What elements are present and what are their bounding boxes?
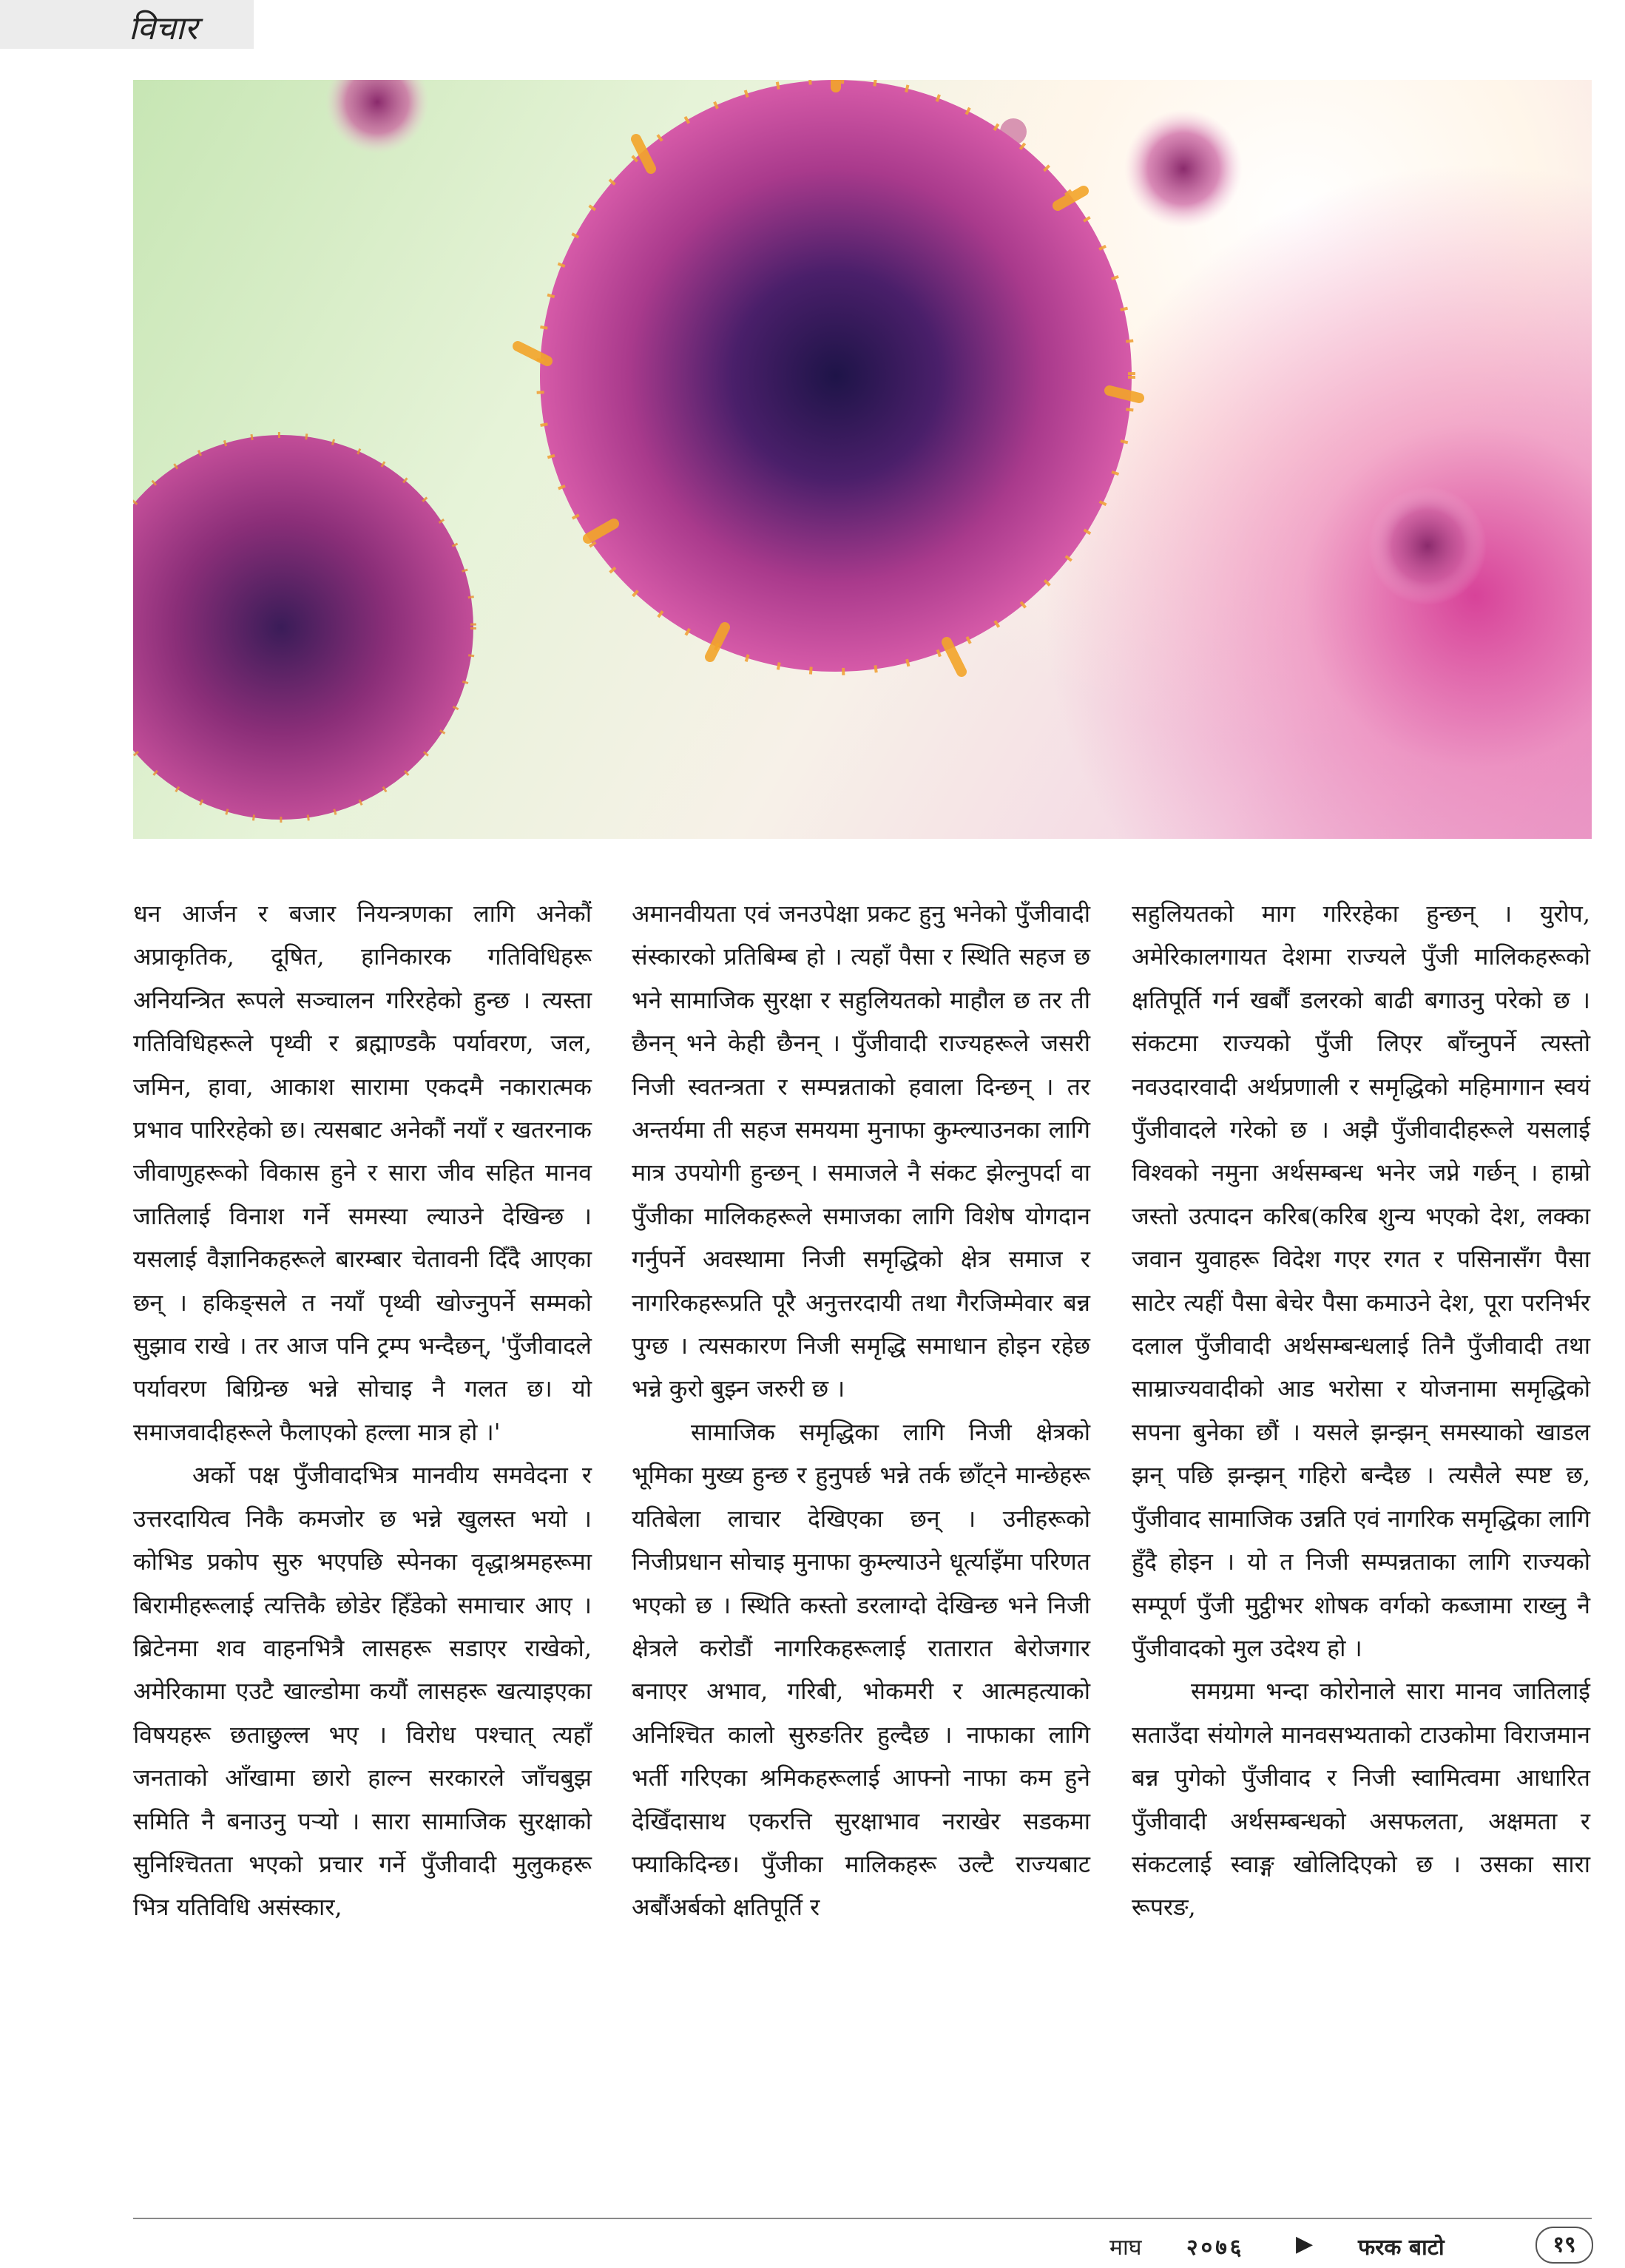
paragraph: सामाजिक समृद्धिका लागि निजी क्षेत्रको भूमिका मुख्य हुन्छ र हुनुपर्छ भन्ने तर्क छाँट्ने मान्छेहरू यतिबेला लाचार देखिएका छन् । उनीहरूको निजीप्रधान सोचाइ मुनाफा कुम्ल्याउने धूर्त्याइँमा परिणत भएको छ । स्थिति कस्तो डरलाग्दो देखिन्छ भने निजी क्षेत्रले करोडौं नागरिकहरूलाई रातारात बेरोजगार बनाएर अभाव, गरिबी, भोकमरी र आत्महत्याको अनिश्चित कालो सुरुङतिर हुल्दैछ । नाफाका लागि भर्ती गरिएका श्रमिकहरूलाई आफ्नो नाफा कम हुने देखिँदासाथ एकरत्ति सुरक्षाभाव नराखेर सडकमा फ्याकिदिन्छ। पुँजीका मालिकहरू उल्टै राज्यबाट अर्बौंअर्बको क्षतिपूर्ति र (632, 1417, 1090, 1922)
page-number: १९ (1536, 2227, 1593, 2264)
column-1 (133, 892, 592, 1929)
paragraph: समग्रमा भन्दा कोरोनाले सारा मानव जातिलाई सताउँदा संयोगले मानवसभ्यताको टाउकोमा विराजमान बन्न पुगेको पुँजीवाद र निजी स्वामित्वमा आधारित पुँजीवादी अर्थसम्बन्धको असफलता, अक्षमता र संकटलाई स्वाङ्ग खोलिदिएको छ । उसका सारा रूपरङ, (1132, 1677, 1590, 1922)
arrow-icon: ▶ (1296, 2231, 1314, 2257)
publication-name: फरक बाटो (1358, 2235, 1445, 2261)
virus-illustration-icon (133, 80, 1592, 839)
paragraph: अमानवीयता एवं जनउपेक्षा प्रकट हुनु भनेको पुँजीवादी संस्कारको प्रतिबिम्ब हो । त्यहाँ पैसा र स्थिति सहज छ भने सामाजिक सुरक्षा र सहुलियतको माहौल छ तर ती छैनन् भने केही छैनन् । पुँजीवादी राज्यहरूले जसरी निजी स्वतन्त्रता र सम्पन्नताको हवाला दिन्छन् । तर अन्तर्यमा ती सहज समयमा मुनाफा कुम्ल्याउनका लागि मात्र उपयोगी हुन्छन् । समाजले नै संकट झेल्नुपर्दा वा पुँजीका मालिकहरूले समाजका लागि विशेष योगदान गर्नुपर्ने अवस्थामा निजी समृद्धिको क्षेत्र समाज र नागरिकहरूप्रति पूरै अनुत्तरदायी तथा गैरजिम्मेवार बन्न पुग्छ । त्यसकारण निजी समृद्धि समाधान होइन रहेछ भन्ने कुरो बुझ्न जरुरी छ । (632, 900, 1090, 1403)
page-footer (1109, 2227, 1598, 2264)
footer-divider (133, 2218, 1592, 2219)
hero-image (133, 80, 1592, 839)
section-label: विचार (129, 10, 198, 47)
column-3 (1132, 892, 1590, 1929)
paragraph: अर्को पक्ष पुँजीवादभित्र मानवीय समवेदना र उत्तरदायित्व निकै कमजोर छ भन्ने खुलस्त भयो । कोभिड प्रकोप सुरु भएपछि स्पेनका वृद्धाश्रमहरूमा बिरामीहरूलाई त्यत्तिकै छोडेर हिँडेको समाचार आए । ब्रिटेनमा शव वाहनभित्रै लासहरू सडाएर राखेको, अमेरिकामा एउटै खाल्डोमा कयौं लासहरू खत्याइएका विषयहरू छताछुल्ल भए । विरोध पश्चात् त्यहाँ जनताको आँखामा छारो हाल्न सरकारले जाँचबुझ समिति नै बनाउनु पऱ्यो । सारा सामाजिक सुरक्षाको सुनिश्चितता भएको प्रचार गर्ने पुँजीवादी मुलुकहरू भित्र यतिविधि असंस्कार, (133, 1461, 592, 1922)
column-2 (632, 892, 1090, 1929)
footer-month: माघ (1109, 2235, 1142, 2261)
section-tag (0, 0, 254, 49)
footer-year: २०७६ (1186, 2235, 1245, 2261)
article-body (133, 892, 1592, 2068)
paragraph: धन आर्जन र बजार नियन्त्रणका लागि अनेकौं अप्राकृतिक, दूषित, हानिकारक गतिविधिहरू अनियन्त्रित रूपले सञ्चालन गरिरहेको हुन्छ । त्यस्ता गतिविधिहरूले पृथ्वी र ब्रह्माण्डकै पर्यावरण, जल, जमिन, हावा, आकाश सारामा एकदमै नकारात्मक प्रभाव पारिरहेको छ। त्यसबाट अनेकौं नयाँ र खतरनाक जीवाणुहरूको विकास हुने र सारा जीव सहित मानव जातिलाई विनाश गर्ने समस्या ल्याउने देखिन्छ । यसलाई वैज्ञानिकहरूले बारम्बार चेतावनी दिँदै आएका छन् । हकिङ्सले त नयाँ पृथ्वी खोज्नुपर्ने सम्मको सुझाव राखे । तर आज पनि ट्रम्प भन्दैछन्, 'पुँजीवादले पर्यावरण बिग्रिन्छ भन्ने सोचाइ नै गलत छ। यो समाजवादीहरूले फैलाएको हल्ला मात्र हो ।' (133, 900, 592, 1446)
paragraph: सहुलियतको माग गरिरहेका हुन्छन् । युरोप, अमेरिकालगायत देशमा राज्यले पुँजी मालिकहरूको क्षतिपूर्ति गर्न खर्बौं डलरको बाढी बगाउनु परेको छ । संकटमा राज्यको पुँजी लिएर बाँच्नुपर्ने त्यस्तो नवउदारवादी अर्थप्रणाली र समृद्धिको महिमागान स्वयं पुँजीवादले गरेको छ । अझै पुँजीवादीहरूले यसलाई विश्वको नमुना अर्थसम्बन्ध भनेर जप्ने गर्छन् । हाम्रो जस्तो उत्पादन करिब(करिब शुन्य भएको देश, लक्का जवान युवाहरू विदेश गएर रगत र पसिनासँग पैसा साटेर त्यहीं पैसा बेचेर पैसा कमाउने देश, पूरा परनिर्भर दलाल पुँजीवादी अर्थसम्बन्धलाई तिनै पुँजीवादी तथा साम्राज्यवादीको आड भरोसा र योजनामा समृद्धिको सपना बुनेका छौं । यसले झन्झन् समस्याको खाडल झन् पछि झन्झन् गहिरो बन्दैछ । त्यसैले स्पष्ट छ, पुँजीवाद सामाजिक उन्नति एवं नागरिक समृद्धिका लागि हुँदै होइन । यो त निजी सम्पन्नताका लागि राज्यको सम्पूर्ण पुँजी मुट्ठीभर शोषक वर्गको कब्जामा राख्नु नै पुँजीवादको मुल उदेश्य हो । (1132, 900, 1590, 1662)
